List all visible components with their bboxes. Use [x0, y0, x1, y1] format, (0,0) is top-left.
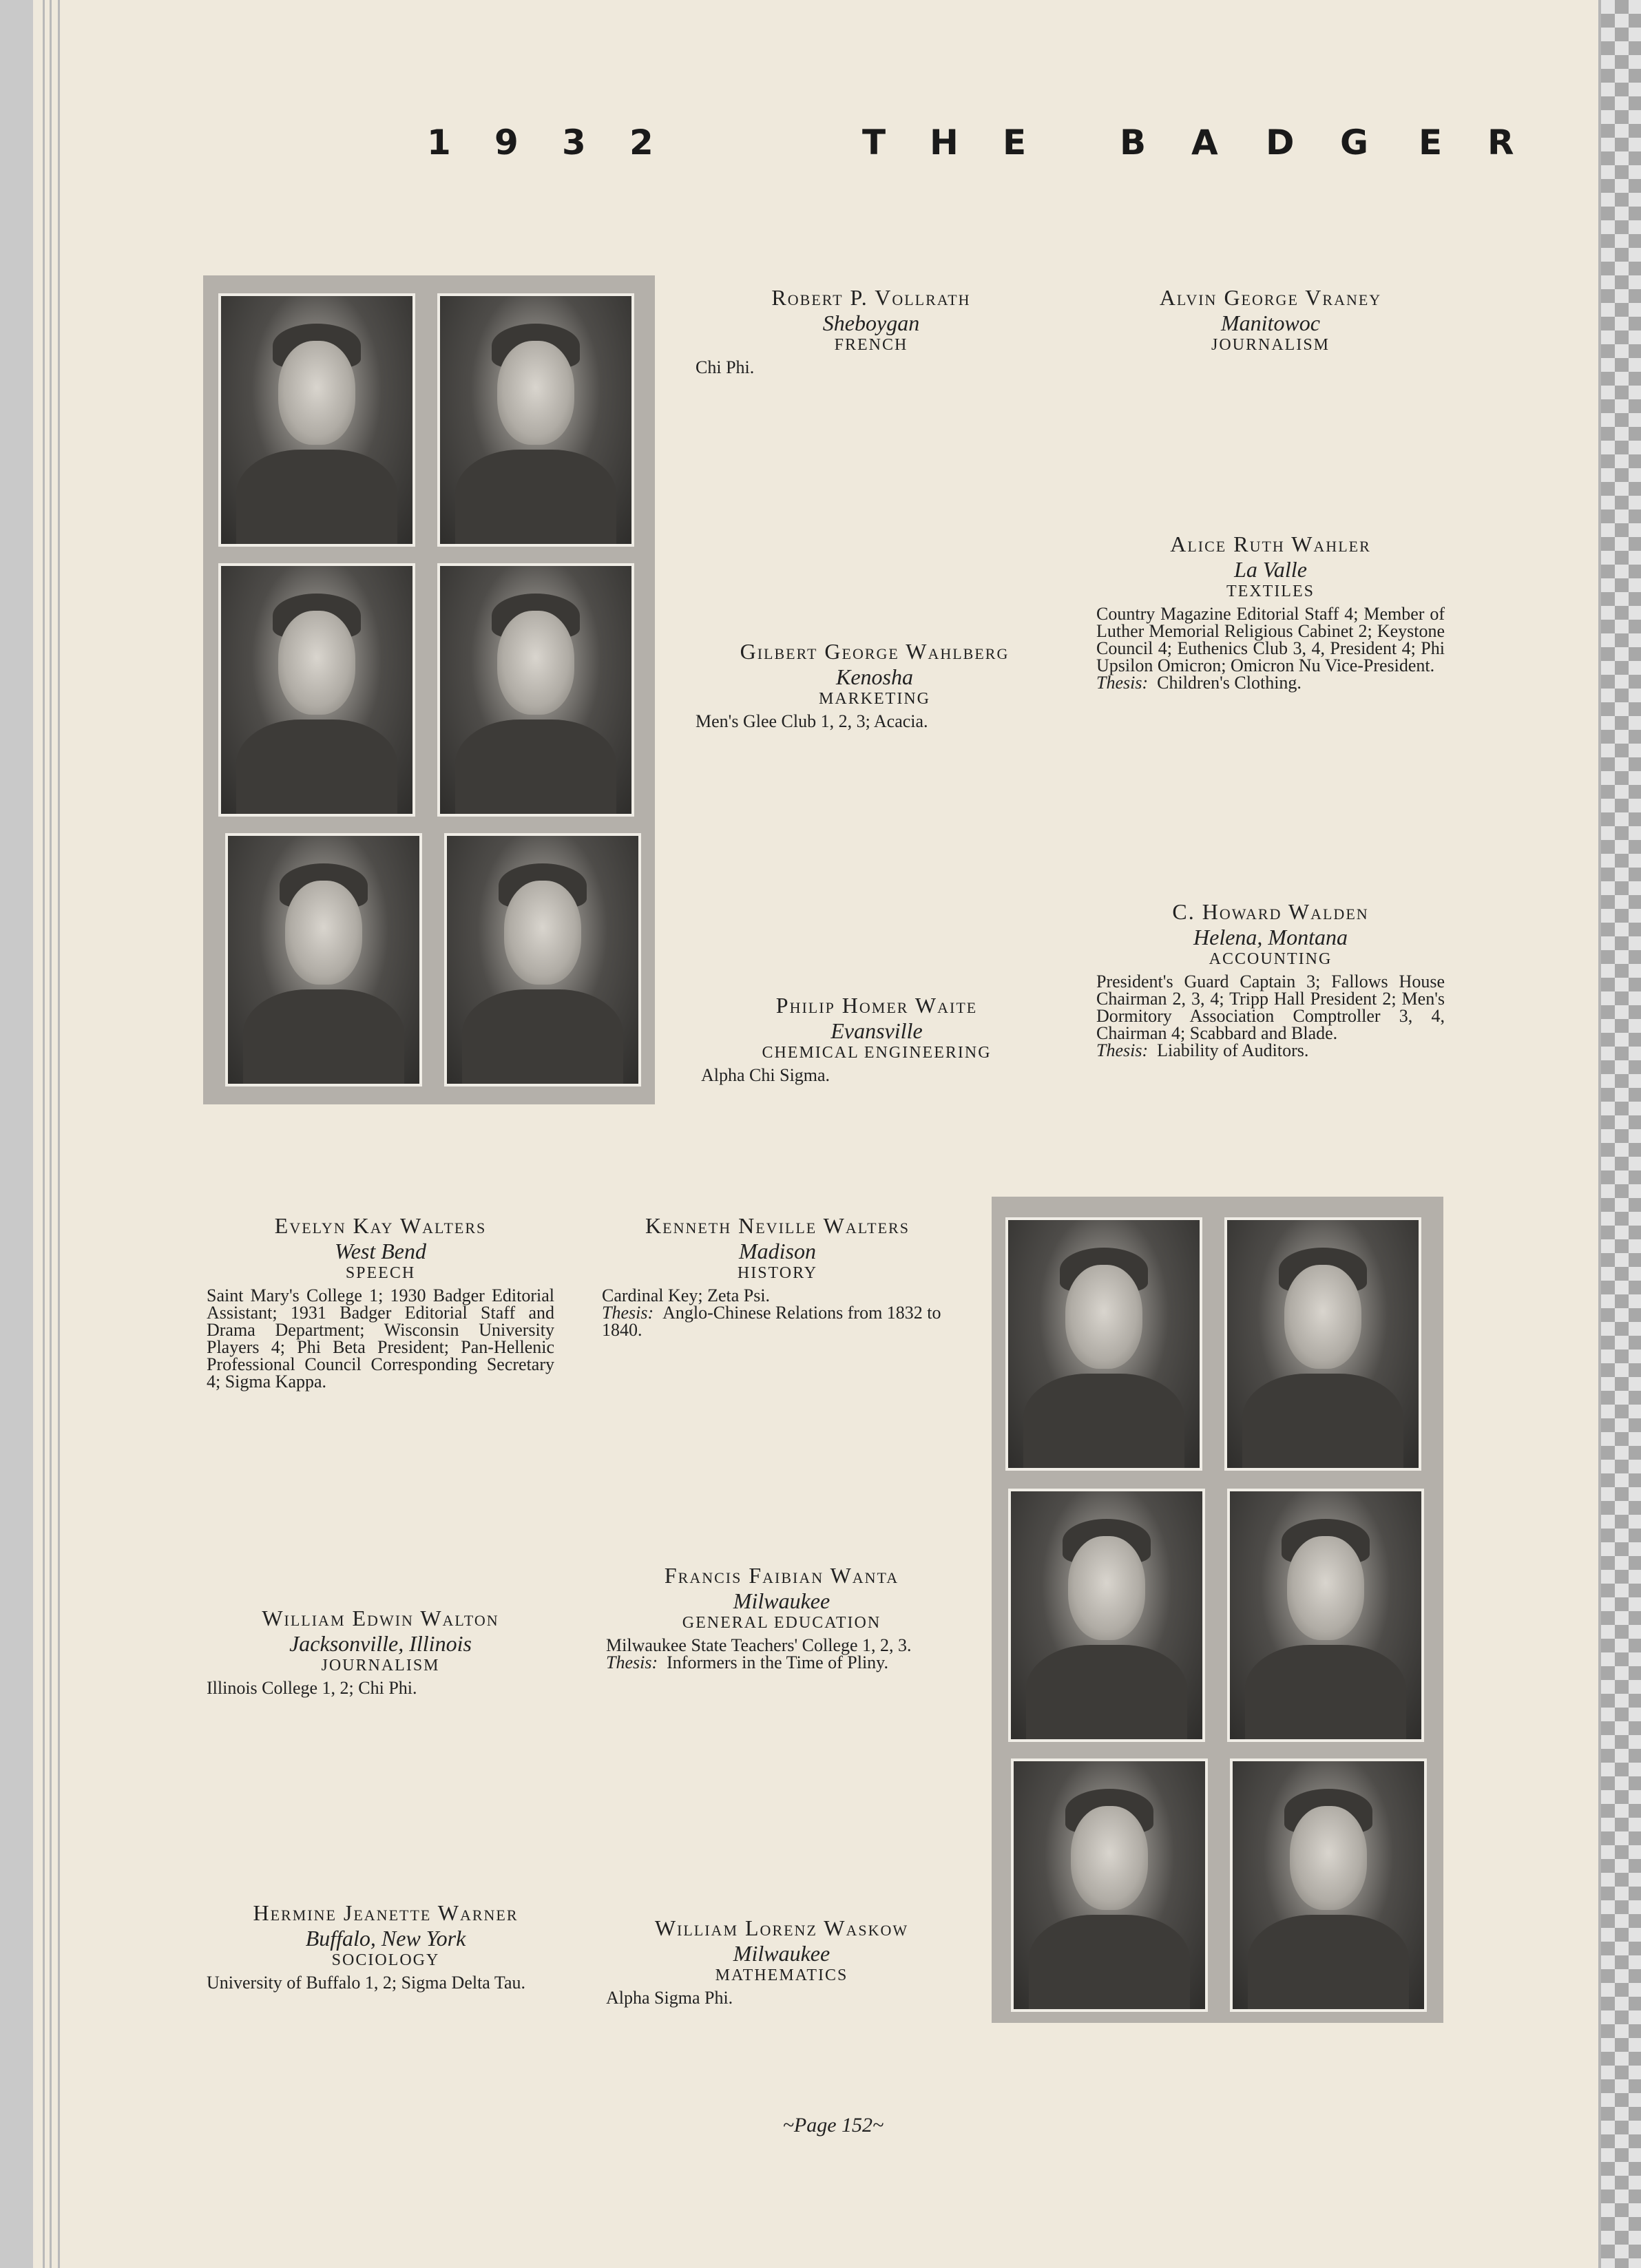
- entry-activities: Illinois College 1, 2; Chi Phi.: [207, 1678, 417, 1699]
- entry-city: Jacksonville, Illinois: [289, 1630, 472, 1656]
- entry-activities: Country Magazine Editorial Staff 4; Member of Luther Memorial Religious Cabinet 2; Keystone Council 4; Euthenics Club 3, 4, President 4; Phi Upsilon Omicron; Omicron Nu Vice-President.: [1096, 604, 1445, 676]
- entry-major: JOURNALISM: [321, 1656, 440, 1674]
- entry-major: JOURNALISM: [1211, 335, 1330, 354]
- portrait-photo: [1230, 1758, 1427, 2012]
- thesis-label: Thesis:: [602, 1303, 654, 1323]
- entry-vraney: [1095, 285, 1446, 355]
- portrait-photo: [218, 563, 415, 817]
- page-number: ~Page 152~: [782, 2114, 884, 2136]
- entry-wahlberg: [696, 639, 1054, 730]
- portrait-photo: [1224, 1217, 1421, 1471]
- entry-activities: Cardinal Key; Zeta Psi.: [602, 1285, 771, 1306]
- entry-major: ACCOUNTING: [1209, 949, 1332, 968]
- entry-name: C. Howard Walden: [1172, 899, 1369, 924]
- thesis-title: Liability of Auditors.: [1157, 1040, 1309, 1061]
- entry-major: HISTORY: [737, 1263, 818, 1282]
- header-year-digit: 2: [629, 123, 654, 162]
- entry-city: Sheboygan: [822, 310, 920, 335]
- entry-city: La Valle: [1234, 556, 1307, 582]
- entry-activities: President's Guard Captain 3; Fallows House Chairman 2, 3, 4; Tripp Hall President 2; Men's Dormitory Association Comptroller 3, 4, Chairman 4; Scabbard and Blade.: [1096, 972, 1445, 1044]
- entry-name: Robert P. Vollrath: [771, 285, 971, 310]
- entry-name: Evelyn Kay Walters: [274, 1213, 487, 1238]
- left-border-line: [43, 0, 45, 2268]
- entry-thesis: [1096, 674, 1445, 691]
- entry-wanta: [606, 1563, 957, 1671]
- entry-name: Hermine Jeanette Warner: [253, 1900, 519, 1925]
- header-title-letter: A: [1191, 123, 1218, 162]
- photo-panel-bottom: [992, 1197, 1443, 2023]
- entry-activities: University of Buffalo 1, 2; Sigma Delta Tau.: [207, 1973, 525, 1993]
- header-title-letter: T: [862, 123, 886, 162]
- entry-major: TEXTILES: [1226, 582, 1315, 600]
- portrait-photo: [1227, 1489, 1424, 1742]
- entry-name: Philip Homer Waite: [775, 993, 978, 1018]
- entry-activities: Chi Phi.: [696, 357, 755, 378]
- entry-major: MATHEMATICS: [715, 1966, 848, 1984]
- thesis-title: Children's Clothing.: [1157, 673, 1302, 693]
- entry-city: Madison: [739, 1238, 816, 1263]
- portrait-photo: [1005, 1217, 1202, 1471]
- entry-name: Francis Faibian Wanta: [664, 1563, 899, 1588]
- entry-walden: [1096, 899, 1445, 1059]
- thesis-title: Informers in the Time of Pliny.: [667, 1652, 888, 1673]
- entry-waite: [701, 993, 1052, 1084]
- portrait-photo: [1008, 1489, 1205, 1742]
- portrait-photo: [225, 833, 422, 1086]
- thesis-title: Anglo-Chinese Relations from 1832 to 1840.: [602, 1303, 941, 1341]
- thesis-label: Thesis:: [1096, 1040, 1149, 1061]
- entry-kenneth-walters: [602, 1213, 953, 1341]
- entry-city: Milwaukee: [733, 1940, 830, 1966]
- entry-walton: [207, 1606, 554, 1697]
- thesis-label: Thesis:: [606, 1652, 658, 1673]
- portrait-photo: [444, 833, 641, 1086]
- left-page-border: [0, 0, 33, 2268]
- entry-thesis: [1096, 1042, 1445, 1059]
- portrait-photo: [1011, 1758, 1208, 2012]
- header-title-letter: D: [1266, 123, 1295, 162]
- header-title-letter: B: [1120, 123, 1147, 162]
- entry-city: Buffalo, New York: [305, 1925, 466, 1951]
- entry-city: Evansville: [830, 1018, 923, 1043]
- portrait-photo: [437, 563, 634, 817]
- entry-evelyn-walters: [207, 1213, 554, 1390]
- entry-name: William Lorenz Waskow: [654, 1915, 909, 1940]
- entry-vollrath: [696, 285, 1047, 376]
- entry-thesis: [606, 1654, 957, 1671]
- entry-city: West Bend: [334, 1238, 426, 1263]
- entry-activities: Alpha Chi Sigma.: [701, 1065, 830, 1086]
- header-title-letter: H: [930, 123, 959, 162]
- entry-major: SOCIOLOGY: [331, 1951, 440, 1969]
- entry-major: MARKETING: [819, 689, 930, 708]
- entry-major: CHEMICAL ENGINEERING: [762, 1043, 992, 1062]
- entry-activities: Alpha Sigma Phi.: [606, 1988, 733, 2008]
- entry-name: Alice Ruth Wahler: [1170, 532, 1371, 556]
- right-page-border: [1601, 0, 1641, 2268]
- portrait-photo: [218, 293, 415, 547]
- entry-name: Kenneth Neville Walters: [645, 1213, 910, 1238]
- entry-major: SPEECH: [345, 1263, 416, 1282]
- entry-city: Milwaukee: [733, 1588, 830, 1613]
- header-year-digit: 9: [494, 123, 519, 162]
- photo-panel-top: [203, 275, 655, 1104]
- portrait-photo: [437, 293, 634, 547]
- header-title-letter: E: [1419, 123, 1443, 162]
- entry-city: Kenosha: [836, 664, 913, 689]
- entry-name: Alvin George Vraney: [1159, 285, 1382, 310]
- header-year-digit: 1: [427, 123, 451, 162]
- entry-thesis: [602, 1303, 953, 1341]
- entry-activities: Milwaukee State Teachers' College 1, 2, 3.: [606, 1635, 912, 1656]
- entry-wahler: [1096, 532, 1445, 691]
- header-title-letter: R: [1487, 123, 1514, 162]
- thesis-label: Thesis:: [1096, 673, 1149, 693]
- header-year-digit: 3: [562, 123, 586, 162]
- entry-major: FRENCH: [834, 335, 908, 354]
- entry-waskow: [606, 1915, 957, 2006]
- entry-activities: Men's Glee Club 1, 2, 3; Acacia.: [696, 711, 928, 732]
- header-title-letter: G: [1340, 123, 1369, 162]
- left-border-line: [50, 0, 52, 2268]
- page-header: [427, 123, 1515, 178]
- entry-name: William Edwin Walton: [262, 1606, 499, 1630]
- header-title-letter: E: [1003, 123, 1027, 162]
- entry-city: Manitowoc: [1221, 310, 1320, 335]
- entry-activities: Saint Mary's College 1; 1930 Badger Editorial Assistant; 1931 Badger Editorial Staff and Drama Department; Wisconsin University Players 4; Phi Beta President; Pan-Hellenic Professional Council Corresponding Secretary 4; Sigma Kappa.: [207, 1285, 554, 1392]
- left-border-line: [58, 0, 60, 2268]
- entry-major: GENERAL EDUCATION: [682, 1613, 881, 1632]
- entry-warner: [207, 1900, 565, 1991]
- entry-city: Helena, Montana: [1193, 924, 1348, 949]
- entry-name: Gilbert George Wahlberg: [740, 639, 1010, 664]
